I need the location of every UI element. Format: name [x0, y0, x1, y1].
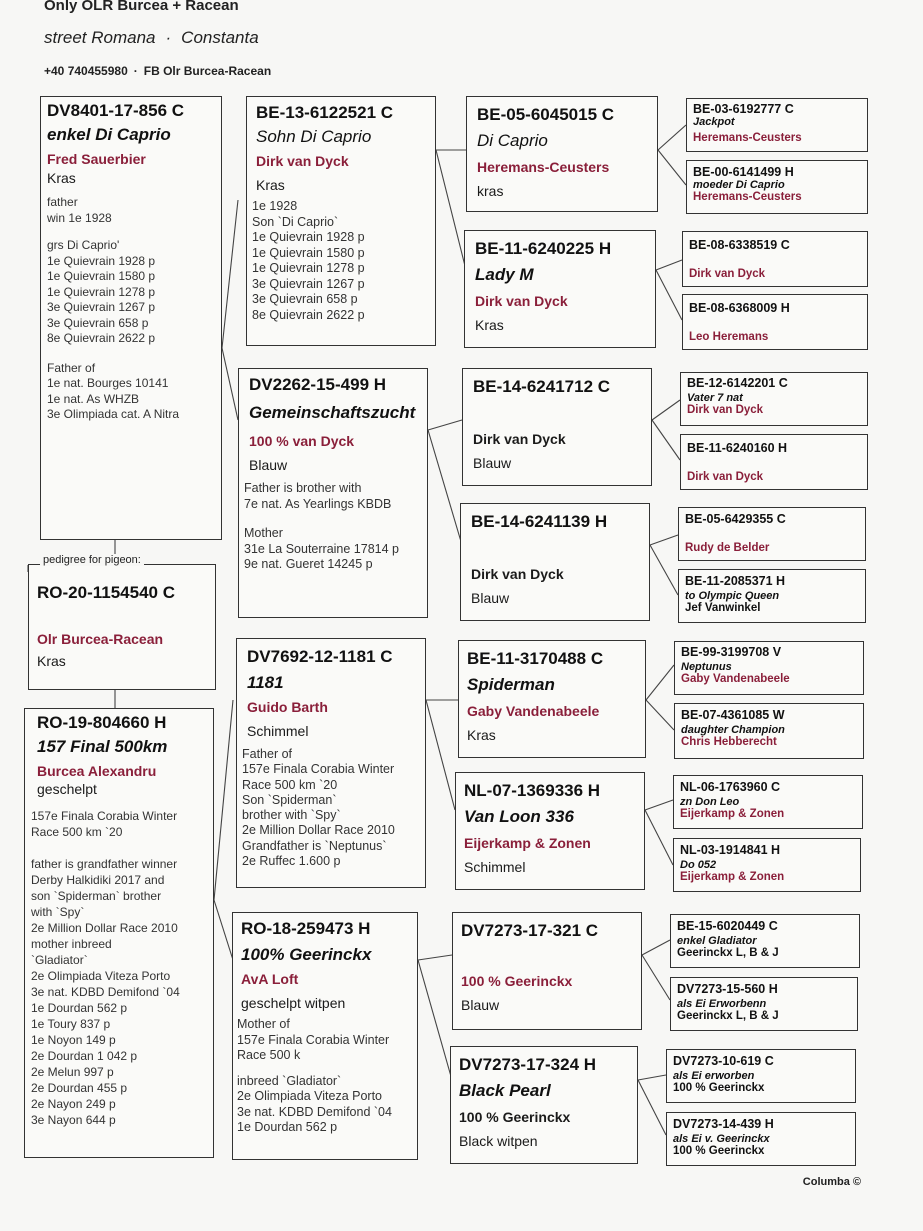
g4-box-7 — [678, 507, 866, 561]
g4-breeder: Geerinckx L, B & J — [677, 1010, 779, 1022]
g4-name: Vater 7 nat — [687, 392, 743, 404]
father-info-3: Father of 1e nat. Bourges 10141 1e nat. As WHZB 3e Olimpiada cat. A Nitra — [47, 360, 180, 421]
g4-ring: BE-99-3199708 V — [681, 645, 782, 659]
footer-brand: Columba © — [802, 1176, 861, 1188]
g4-breeder: Dirk van Dyck — [689, 268, 766, 280]
g4-ring: BE-05-6429355 C — [685, 512, 786, 526]
g3-breeder: Eijerkamp & Zonen — [464, 835, 591, 851]
g4-name: als Ei v. Geerinckx — [673, 1133, 770, 1145]
g3-name: Black Pearl — [459, 1081, 551, 1100]
separator-dot: · — [133, 64, 138, 78]
g4-name — [687, 455, 861, 467]
g3-breeder: Dirk van Dyck — [473, 431, 566, 447]
father-color: Kras — [47, 170, 76, 186]
street: street Romana — [44, 28, 156, 47]
g4-name: als Ei erworben — [673, 1070, 755, 1082]
mm-breeder: AvA Loft — [241, 971, 299, 987]
mm-info-2: inbreed `Gladiator` 2e Olimpiada Viteza Porto 3e nat. KDBD Demifond `04 1e Dourdan 562 p — [237, 1073, 392, 1134]
g3-color: Blauw — [473, 455, 512, 471]
g4-breeder: Dirk van Dyck — [687, 404, 764, 416]
g4-box-9 — [674, 641, 864, 695]
ff-info: 1e 1928 Son `Di Caprio` 1e Quievrain 1928 p 1e Quievrain 1580 p 1e Quievrain 1278 p 3e Quievrain 1267 p 3e Quievrain 658 p 8e Quievrain 2622 p — [252, 199, 365, 322]
g3-name — [461, 947, 633, 965]
g3-box-8 — [450, 1046, 638, 1164]
ff-name: Sohn Di Caprio — [256, 127, 372, 146]
g4-ring: BE-08-6368009 H — [689, 301, 790, 315]
g4-name — [689, 315, 861, 327]
g3-breeder: Heremans-Ceusters — [477, 159, 610, 175]
g3-name: Van Loon 336 — [464, 807, 574, 826]
g4-ring: NL-03-1914841 H — [680, 843, 781, 857]
g3-box-4 — [460, 503, 650, 621]
mother-info-1: 157e Finala Corabia Winter Race 500 km `20 — [31, 809, 178, 839]
g4-breeder: Heremans-Ceusters — [693, 132, 802, 144]
g4-breeder: 100 % Geerinckx — [673, 1145, 765, 1157]
g3-ring: NL-07-1369336 H — [464, 781, 601, 800]
g3-name: Lady M — [475, 265, 534, 284]
g4-box-2 — [686, 160, 868, 214]
g4-box-12 — [673, 838, 861, 892]
g4-ring: BE-15-6020449 C — [677, 919, 778, 933]
g3-box-3 — [462, 368, 652, 486]
g4-ring: BE-12-6142201 C — [687, 376, 788, 390]
g4-ring: BE-03-6192777 C — [693, 102, 794, 116]
father-ring: DV8401-17-856 C — [47, 101, 185, 120]
g3-color: Schimmel — [464, 859, 526, 875]
g4-breeder: Rudy de Belder — [685, 542, 770, 554]
g3-ring: BE-05-6045015 C — [477, 105, 615, 124]
g4-name — [685, 526, 859, 538]
mother-box — [24, 708, 214, 1158]
g3-color: Blauw — [471, 590, 510, 606]
fm-box — [238, 368, 428, 618]
pedigree-label: pedigree for pigeon: — [40, 554, 144, 566]
g3-name: Spiderman — [467, 675, 555, 694]
g3-color: kras — [477, 183, 504, 199]
subject-ring: RO-20-1154540 C — [37, 583, 175, 602]
g4-name: Jackpot — [693, 116, 735, 128]
mm-color: geschelpt witpen — [241, 995, 346, 1011]
mm-name: 100% Geerinckx — [241, 945, 372, 964]
mf-info: Father of 157e Finala Corabia Winter Race 500 km `20 Son `Spiderman` brother with `Spy` 2e Million Dollar Race 2010 Grandfather is `Neptunus` 2e Ruffec 1.600 p — [242, 747, 395, 869]
g4-ring: BE-08-6338519 C — [689, 238, 790, 252]
separator-dot: · — [165, 28, 172, 47]
facebook: FB Olr Burcea-Racean — [143, 64, 272, 78]
subject-breeder: Olr Burcea-Racean — [37, 631, 164, 647]
subject-box — [28, 564, 216, 690]
g4-ring: BE-11-2085371 H — [685, 574, 786, 588]
g3-ring: DV7273-17-324 H — [459, 1055, 597, 1074]
g4-name — [689, 252, 861, 264]
phone: +40 740455980 — [44, 64, 128, 78]
mother-breeder: Burcea Alexandru — [37, 763, 157, 779]
mm-info-1: Mother of 157e Finala Corabia Winter Race 500 k — [237, 1017, 390, 1062]
g4-breeder: Chris Hebberecht — [681, 736, 777, 748]
g4-ring: BE-07-4361085 W — [681, 708, 785, 722]
mm-box — [232, 912, 418, 1160]
g4-breeder: Gaby Vandenabeele — [681, 673, 790, 685]
fm-ring: DV2262-15-499 H — [249, 375, 387, 394]
g4-breeder: Heremans-Ceusters — [693, 191, 802, 203]
fm-breeder: 100 % van Dyck — [249, 433, 355, 449]
g4-box-3 — [682, 231, 868, 287]
g4-ring: NL-06-1763960 C — [680, 780, 781, 794]
g4-ring: BE-11-6240160 H — [687, 441, 788, 455]
g4-breeder: 100 % Geerinckx — [673, 1082, 765, 1094]
contact — [44, 64, 271, 78]
g3-box-7 — [452, 912, 642, 1030]
g4-name: moeder Di Caprio — [693, 179, 785, 191]
g4-box-10 — [674, 703, 864, 759]
ff-box — [246, 96, 436, 346]
g4-breeder: Geerinckx L, B & J — [677, 947, 779, 959]
g3-ring: BE-14-6241712 C — [473, 377, 611, 396]
father-info-2: grs Di Caprio' 1e Quievrain 1928 p 1e Quievrain 1580 p 1e Quievrain 1278 p 3e Quievrain 1267 p 3e Quievrain 658 p 8e Quievrain 2622 p — [47, 238, 156, 345]
g3-box-6 — [455, 772, 645, 890]
mother-ring: RO-19-804660 H — [37, 713, 167, 732]
father-info-1: father win 1e 1928 — [47, 195, 112, 225]
g4-name: to Olympic Queen — [685, 590, 780, 602]
fm-name: Gemeinschaftszucht — [249, 403, 416, 422]
g3-color: Kras — [475, 317, 504, 333]
mother-color: geschelpt — [37, 781, 97, 797]
g4-ring: DV7273-15-560 H — [677, 982, 778, 996]
g4-name: daughter Champion — [681, 724, 785, 736]
mf-name: 1181 — [247, 673, 284, 692]
g3-name — [471, 538, 639, 556]
g4-breeder: Eijerkamp & Zonen — [680, 871, 785, 883]
ff-ring: BE-13-6122521 C — [256, 103, 394, 122]
g4-box-1 — [686, 98, 868, 152]
ff-color: Kras — [256, 177, 285, 193]
g4-box-16 — [666, 1112, 856, 1166]
g3-box-2 — [464, 230, 656, 348]
g3-color: Blauw — [461, 997, 500, 1013]
father-breeder: Fred Sauerbier — [47, 151, 146, 167]
g4-name: enkel Gladiator — [677, 935, 757, 947]
g3-ring: BE-11-6240225 H — [475, 239, 612, 258]
mf-box — [236, 638, 426, 888]
city: Constanta — [181, 28, 259, 47]
g4-ring: BE-00-6141499 H — [693, 165, 794, 179]
g4-ring: DV7273-14-439 H — [673, 1117, 774, 1131]
fm-color: Blauw — [249, 457, 288, 473]
subject-color: Kras — [37, 653, 66, 669]
g3-breeder: 100 % Geerinckx — [459, 1109, 571, 1125]
g3-name — [473, 403, 641, 421]
g4-name: Neptunus — [681, 661, 732, 673]
fm-info-1: Father is brother with 7e nat. As Yearlings KBDB — [244, 481, 392, 511]
g4-box-8 — [678, 569, 866, 623]
ff-breeder: Dirk van Dyck — [256, 153, 349, 169]
g4-breeder: Jef Vanwinkel — [685, 602, 761, 614]
g4-name: Do 052 — [680, 859, 717, 871]
g4-box-13 — [670, 914, 860, 968]
g4-box-4 — [682, 294, 868, 350]
g3-breeder: 100 % Geerinckx — [461, 973, 573, 989]
mother-name: 157 Final 500km — [37, 737, 168, 756]
g4-breeder: Leo Heremans — [689, 331, 769, 343]
g4-box-5 — [680, 372, 868, 426]
g4-box-14 — [670, 977, 858, 1031]
g3-name: Di Caprio — [477, 131, 548, 150]
g4-name: zn Don Leo — [680, 796, 740, 808]
father-name: enkel Di Caprio — [47, 125, 171, 144]
father-box — [40, 96, 222, 540]
g3-box-1 — [466, 96, 658, 212]
g4-box-6 — [680, 434, 868, 490]
g4-name: als Ei Erworbenn — [677, 998, 767, 1010]
g4-box-11 — [673, 775, 863, 829]
mm-ring: RO-18-259473 H — [241, 919, 371, 938]
fm-info-2: Mother 31e La Souterraine 17814 p 9e nat. Gueret 14245 p — [244, 526, 399, 571]
g3-color: Kras — [467, 727, 496, 743]
g3-color: Black witpen — [459, 1133, 538, 1149]
g3-ring: BE-11-3170488 C — [467, 649, 604, 668]
g3-breeder: Dirk van Dyck — [471, 566, 564, 582]
g4-breeder: Eijerkamp & Zonen — [680, 808, 785, 820]
g4-ring: DV7273-10-619 C — [673, 1054, 774, 1068]
address — [44, 28, 259, 48]
mf-breeder: Guido Barth — [247, 699, 328, 715]
mf-ring: DV7692-12-1181 C — [247, 647, 393, 666]
g3-breeder: Gaby Vandenabeele — [467, 703, 600, 719]
g4-breeder: Dirk van Dyck — [687, 471, 764, 483]
g3-ring: DV7273-17-321 C — [461, 921, 599, 940]
page-title: Only OLR Burcea + Racean — [44, 0, 239, 14]
g4-box-15 — [666, 1049, 856, 1103]
g3-ring: BE-14-6241139 H — [471, 512, 608, 531]
g3-box-5 — [458, 640, 646, 758]
g3-breeder: Dirk van Dyck — [475, 293, 568, 309]
mf-color: Schimmel — [247, 723, 309, 739]
mother-info-2: father is grandfather winner Derby Halkidiki 2017 and son `Spiderman` brother with `Spy` 2e Million Dollar Race 2010 mother inbreed `Gladiator` 2e Olimpiada Viteza Porto 3e nat. KDBD Demifond `04 1e Dourdan 562 p 1e Toury 837 p 1e Noyon 149 p 2e Dourdan 1 042 p 2e Melun 997 p 2e Dourdan 455 p 2e Nayon 249 p 3e Nayon 644 p — [31, 857, 180, 1127]
